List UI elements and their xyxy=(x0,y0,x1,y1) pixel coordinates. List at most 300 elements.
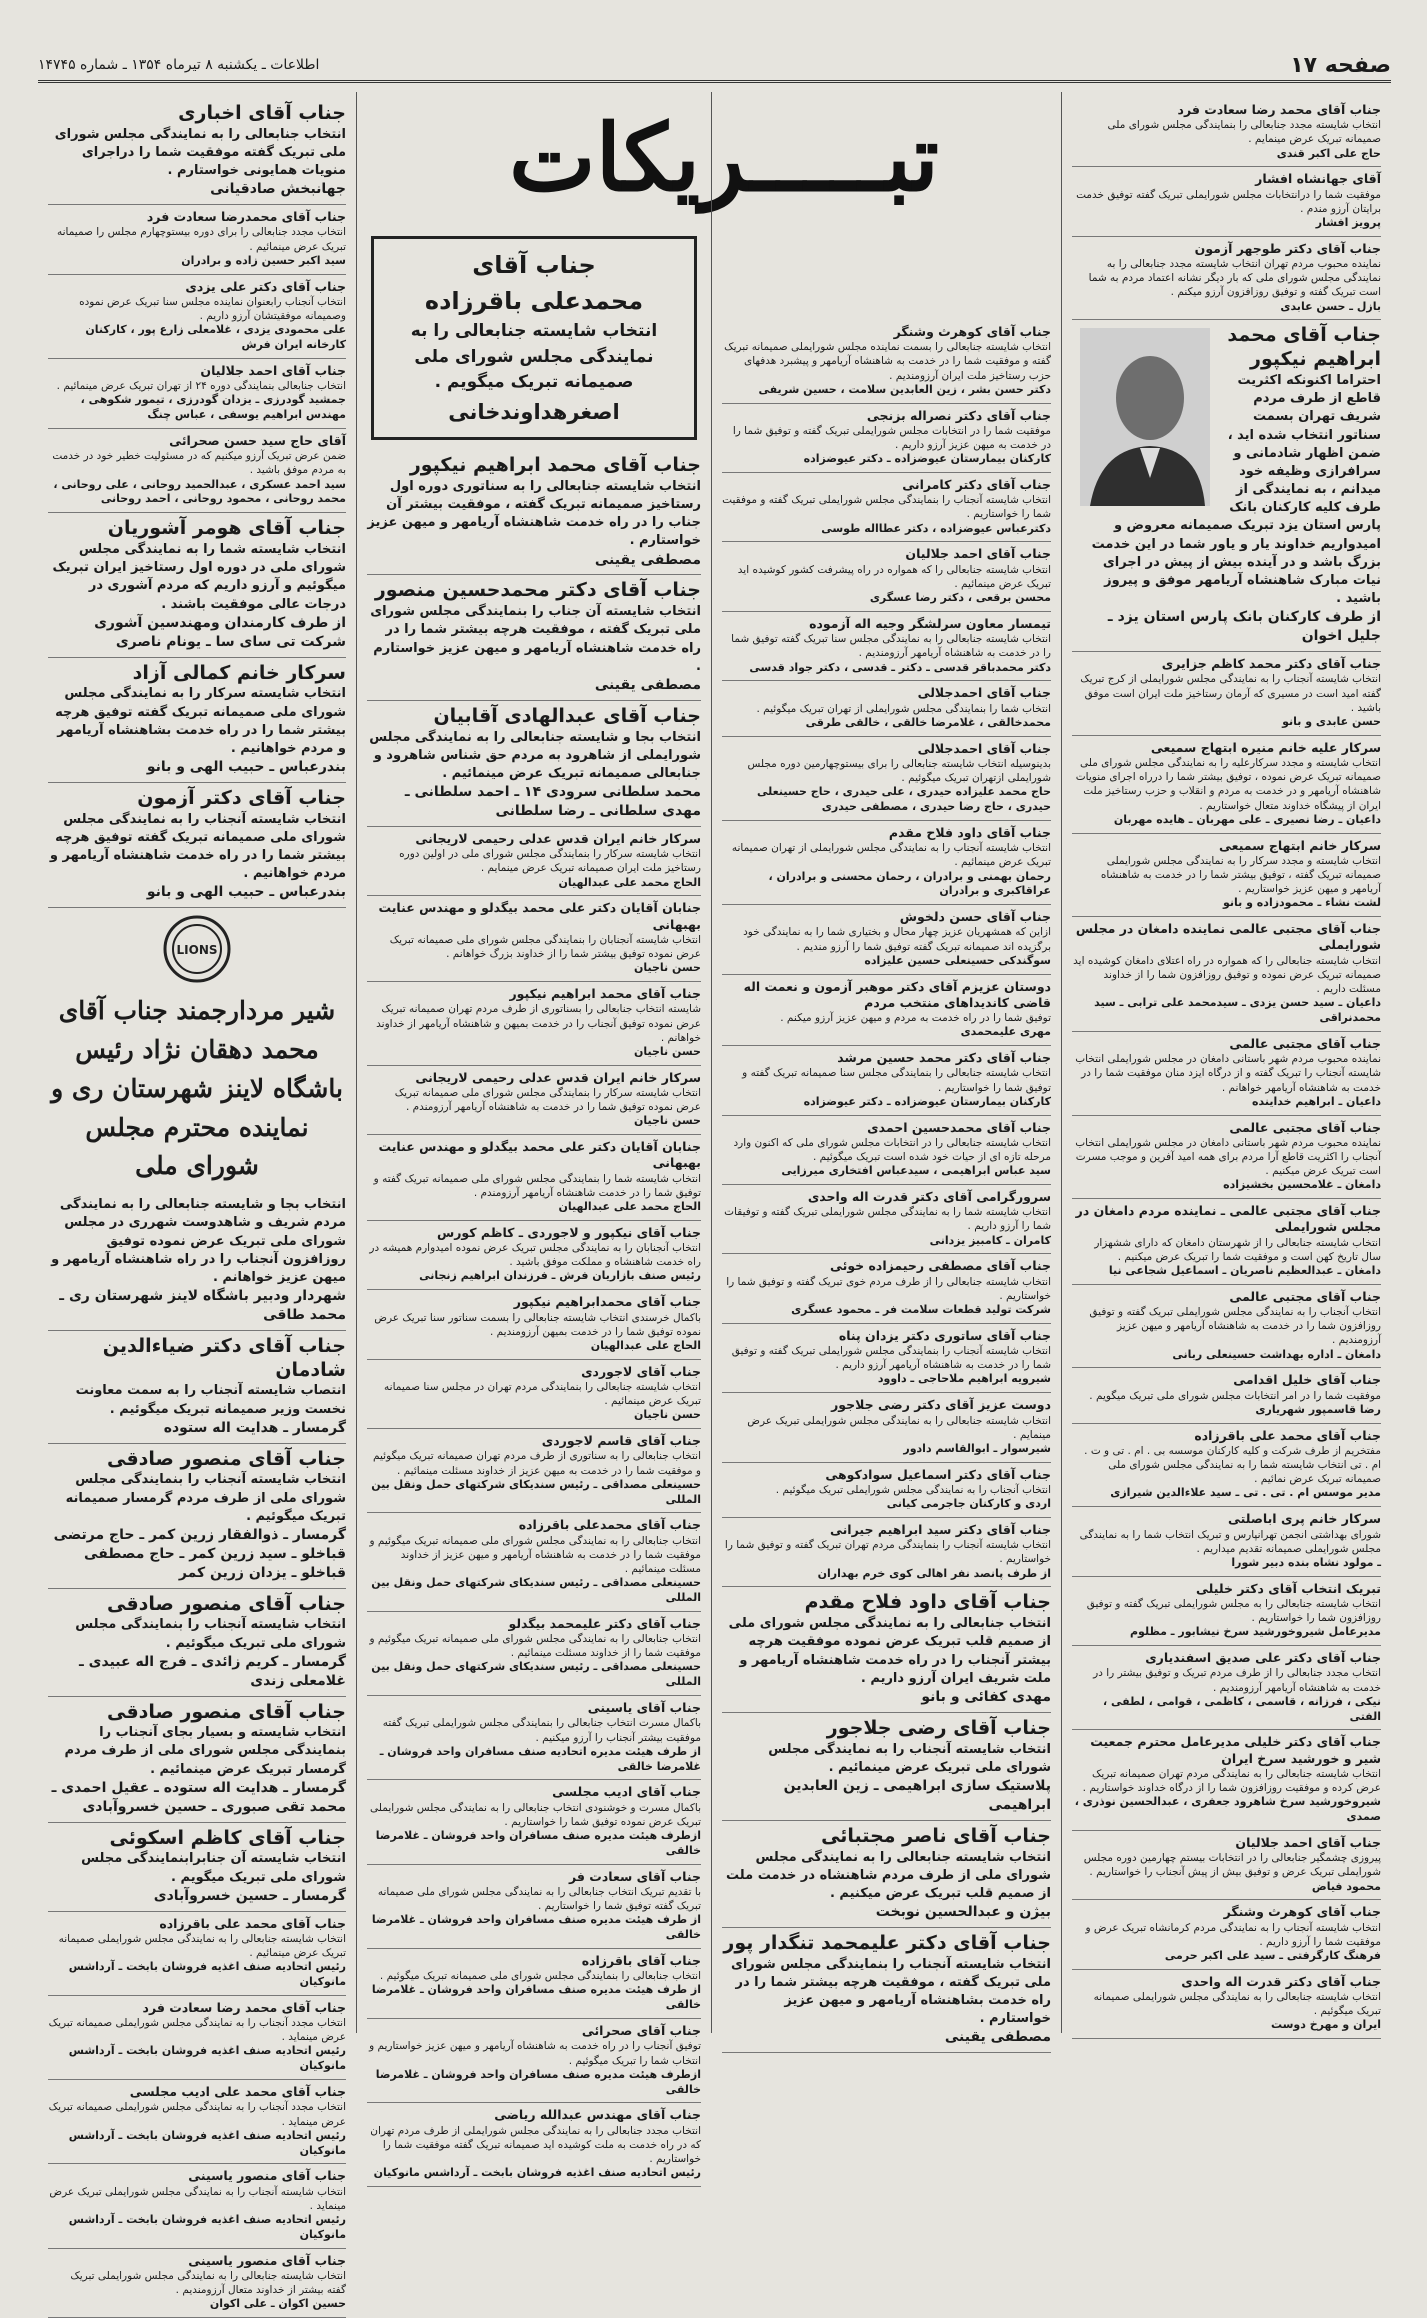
notice xyxy=(367,450,701,575)
notice xyxy=(48,658,346,783)
lions-headline: شیر مردارجمند جناب آقای محمد دهقان نژاد رئیس باشگاه لاینز شهرستان ری و نماینده محترم مجلس شورای ملی xyxy=(51,996,343,1181)
notice-heading: سرورگرامی آقای دکتر قدرت اله واحدی xyxy=(807,1189,1051,1205)
notice-heading: جناب آقای مجتبی عالمی xyxy=(1229,1119,1381,1135)
notice-heading: جناب آقای مجتبی عالمی نماینده دامغان در مجلس شورایملی xyxy=(1075,921,1381,953)
notice-body: انتخاب مجدد جنابعالی را به نمایندگی مجلس شورایملی از طرف مردم تهران که در راه خدمت به ملت کوشیده اید صمیمانه تبریک گفته موفقیت شما را خواستاریم . xyxy=(370,2124,701,2165)
portrait-photo xyxy=(1080,328,1210,506)
notice-heading: جناب آقای مهندس عبدالله ریاضی xyxy=(494,2107,701,2123)
notice-body: انتخاب جنابعالی را به سناتوری از طرف مردم تهران صمیمانه تبریک میگوئیم و موفقیت شما را در خدمت به میهن عزیز از خداوند مسئلت مینمائیم . xyxy=(373,1450,701,1477)
notice-heading: دوست عزیز آقای دکتر رضی جلاجور xyxy=(831,1397,1051,1413)
notice xyxy=(367,2103,701,2187)
notice-body: انتخاب شایسته جنابعالی را به نمایندگی مردم تهران صمیمانه تبریک عرض کرده و موفقیت روزافزون شما را از درگاه خداوند خواستاریم . xyxy=(1082,1767,1381,1795)
boxed-name: محمدعلی باقرزاده xyxy=(424,287,644,315)
notice xyxy=(722,1046,1051,1115)
notice-heading: آقای حاج سید حسن صحرائی xyxy=(169,433,346,449)
notice xyxy=(48,429,346,513)
notice-body: انتخاب آنجناب رابعنوان نماینده مجلس سنا تبریک عرض نموده وصمیمانه موفقیتشان آرزو داریم . xyxy=(79,295,346,323)
notice-body: انتخاب شایسته آنجناب را بنمایندگی مجلس شورایملی تبریک گفته و موفقیت شما را خواستاریم . xyxy=(722,494,1051,521)
notice xyxy=(367,1135,701,1221)
column-3 xyxy=(356,92,711,2180)
notice-heading: جناب آقای دکتر ضیاءالدین شادمان xyxy=(102,1334,346,1381)
notice-signature: دکتر محمدباقر قدسی ـ دکتر ـ قدسی ، دکتر جواد قدسی xyxy=(749,660,1051,674)
notice-body: انتخاب شایسته جنابعالی را به نمایندگی مجلس شورایملی صمیمانه تبریک عرض مینمائیم . xyxy=(58,1932,346,1960)
notice-heading: جناب آقای دکتر نصراله بزنجی xyxy=(866,407,1051,423)
notice-body: انتخاب جنابعالی را به نمایندگی مجلس شورای ملی از صمیم قلب تبریک عرض نموده موفقیت هرچه بیشتر آنجناب را در راه خدمت شاهنشاه آریامهر و ملت شریف ایران آرزو داریم . xyxy=(728,1616,1051,1686)
notice-signature: محسن برقعی ، دکتر رضا عسگری xyxy=(869,591,1051,605)
notice xyxy=(722,542,1051,611)
notice-signature: ازطرف هیئت مدیره صنف مسافران واحد فروشان ـ غلامرضا خالقی xyxy=(375,2067,701,2096)
notice-heading: جناب آقای مجتبی عالمی xyxy=(1229,1288,1381,1304)
notice xyxy=(1072,1900,1381,1969)
notice-body: انتخاب شایسته آن جنابرابنمایندگی مجلس شورای ملی تبریک میگویم . xyxy=(81,1851,346,1885)
notice-signature: حاج محمد علیزاده حیدری ، علی حیدری ، حاج حسینعلی حیدری ، حاج رضا حیدری ، مصطفی حیدری xyxy=(757,785,1051,814)
notice-signature: حسینعلی مصداقی ـ رئیس سندیکای شرکتهای حمل ونقل بین المللی xyxy=(371,1660,701,1689)
notice-body: انتخاب شایسته جنابعالی را به مجلس شورایملی تبریک گفته و توفیق روزافزون شما را خواستاریم . xyxy=(1086,1597,1381,1625)
notice xyxy=(48,275,346,359)
column-4 xyxy=(38,92,356,2311)
notice xyxy=(722,681,1051,736)
notice-heading: جناب آقای مجتبی عالمی xyxy=(1229,1035,1381,1051)
notice-body: نماینده محبوب مردم تهران انتخاب شایسته مجدد جنابعالی را به نمایندگی مجلس شورای ملی که بار دیگر نشانه اعتماد مردم به شما است تبریک گفته و توفیق روزافزون آرزو میکنم . xyxy=(1088,258,1381,299)
notice-signature: حسن ناجیان xyxy=(633,1114,701,1128)
notice xyxy=(367,896,701,982)
notice xyxy=(367,2019,701,2103)
boxed-heading: جناب آقای xyxy=(472,251,596,279)
notice-heading: جناب آقای محمد ابراهیم نیکپور xyxy=(409,454,701,477)
notice-body: انتخاب شما را بنمایندگی مجلس شورایملی از تهران تبریک میگوئیم . xyxy=(756,702,1051,715)
notice xyxy=(722,1587,1051,1712)
lions-notice xyxy=(48,1192,346,1331)
notice xyxy=(48,1996,346,2080)
notice xyxy=(48,1912,346,1996)
lions-logo-text: LIONS xyxy=(176,943,218,958)
notice-signature: از طرف هیئت مدیره اتحادیه صنف مسافران واحد فروشان ـ غلامرضا خالقی xyxy=(379,1744,701,1773)
notice-signature: فرهنگ کارگرفتی ـ سید علی اکبر حرمی xyxy=(1164,1949,1381,1963)
notice-heading: جناب آقای عبدالهادی آقابیان xyxy=(433,704,701,727)
notice-signature: لشت نشاء ـ محمودزاده و بانو xyxy=(1223,896,1381,910)
notice-body: انتخاب جنابعالی را بنمایندگی مجلس شورای ملی صمیمانه تبریک میگوئیم . xyxy=(379,1970,701,1983)
notice-heading: جناب آقای منصور صادقی xyxy=(106,1447,346,1470)
notice-heading: جناب آقای قاسم لاجوردی xyxy=(541,1433,701,1449)
notice-heading: جناب آقای صحرائی xyxy=(581,2023,701,2039)
notice xyxy=(722,1463,1051,1518)
notice-body: ازاین که همشهریان عزیز چهار محال و بختیاری شما را به نمایندگی خود برگزیده اند صمیمانه تبریک گفته توفیق شما را آرزو مندیم . xyxy=(743,926,1051,953)
notice-heading: جناب آقای ناصر مجتبائی xyxy=(821,1824,1051,1847)
notice xyxy=(1072,1199,1381,1285)
notice xyxy=(1072,917,1381,1032)
notice-signature: حاج علی اکبر قندی xyxy=(1276,146,1381,160)
notice-signature: شرکت تولید قطعات سلامت فر ـ محمود عسگری xyxy=(791,1303,1051,1317)
notice xyxy=(367,1290,701,1359)
notice-body: موفقیت شما را در انتخابات مجلس شورایملی تبریک گفته و توفیق شما را در خدمت به میهن عزیز آرزو داریم . xyxy=(732,424,1051,452)
notice-signature: رئیس اتحادیه صنف اغذیه فروشان بابخت ـ آرداشس مانوکیان xyxy=(68,1960,346,1989)
notice xyxy=(722,1713,1051,1821)
notice-body: نماینده محبوب مردم شهر باستانی دامغان در مجلس شورایملی انتخاب شایسته آنجناب را تبریک گفته و از درگاه ایزد منان موفقیت شما را در خدمت به شاهنشاه آریامهر خواهانم . xyxy=(1075,1053,1381,1094)
notice xyxy=(722,1116,1051,1185)
notice-heading: تبریک انتخاب آقای دکتر خلیلی xyxy=(1196,1580,1381,1596)
notice xyxy=(1072,1116,1381,1200)
notice-heading: جناب آقای حسن دلخوش xyxy=(899,909,1051,925)
notice xyxy=(1072,237,1381,321)
notice-signature: از طرف کارمندان ومهندسین آشوری شرکت تی سای سا ـ یونام ناصری xyxy=(94,614,346,650)
notice-heading: تیمسار معاون سرلشگر وجیه اله آزموده xyxy=(809,615,1051,631)
notice-heading: جناب آقای محمد رضا سعادت فرد xyxy=(142,1999,346,2015)
notice-body: انتخاب شایسته آنجناب را بنمایندگی مجلس شورایملی تبریک گفته و توفیق شما را در خدمت به شاهنشاه آریامهر آرزو داریم . xyxy=(731,1345,1051,1372)
notice-body: انتخاب شایسته آنجناب را به نمایندگی مجلس شورایملی از کرج تبریک گفته امید است در مسیری که آرمان رستاخیز ملت ایران است موفق باشید . xyxy=(1080,673,1381,714)
notice xyxy=(1072,1285,1381,1369)
notice-heading: جناب آقای لاجوردی xyxy=(581,1363,701,1379)
notice xyxy=(367,1612,701,1696)
notice xyxy=(722,473,1051,542)
notice-heading: جناب آقای احمد جلالیان xyxy=(1235,1834,1381,1850)
notice-heading: جناب آقای دکتر قدرت اله واحدی xyxy=(1181,1973,1381,1989)
notice-signature: از طرف کارکنان بانک پارس استان یزد ـ جلیل اخوان xyxy=(1107,609,1381,645)
notice-heading: جناب آقای احمد جلالیان xyxy=(905,546,1051,562)
notice-body: مفتخریم از طرف شرکت و کلیه کارکنان موسسه بی . ام . تی و ت . ام . تی انتخاب شایسته شما را به نمایندگی مجلس شورای ملی صمیمانه تبریک عرض نمائیم . xyxy=(1084,1444,1381,1486)
notice-heading: جناب آقای دکتر علی یزدی xyxy=(185,278,346,294)
boxed-body: انتخاب شایسته جنابعالی را به نمایندگی مجلس شورای ملی صمیمانه تبریک میگویم . xyxy=(410,321,658,392)
notice xyxy=(48,359,346,429)
notice-heading: جناب آقای دکتر علیمحمد تنگدار پور xyxy=(723,1931,1051,1954)
notice-signature: داعیان ـ رضا نصیری ـ علی مهربان ـ هایده مهربان xyxy=(1113,812,1381,826)
column-2 xyxy=(711,92,1061,2046)
notice xyxy=(1072,1368,1381,1423)
notice-heading: جناب آقای دکتر محمد حسین مرشد xyxy=(837,1050,1051,1066)
notice-heading: جنابان آقایان دکتر علی محمد بیگدلو و مهندس عنایت بهبهانی xyxy=(378,1139,701,1171)
notice-signature: مدیرعامل شیروخورشید سرخ نیشابور ـ مظلوم xyxy=(1130,1625,1381,1639)
notice-body: انتخاب شایسته جنابعالی را به سناتوری دوره اول رستاخیز صمیمانه تبریک گفته ، موفقیت بیشتر آن جناب را در راه خدمت شاهنشاه آریامهر و میهن عزیز خواستارم . xyxy=(367,478,701,549)
notice-heading: جناب آقای دکتر آزمون xyxy=(137,786,346,809)
notice-body: انتخاب شایسته جنابعالی را از شهرستان دامغان که دارای ششهزار سال تاریخ کهن است و موفقیت شما را تبریک عرض میکنیم . xyxy=(1094,1236,1381,1263)
lions-club-logo xyxy=(162,914,232,984)
notice xyxy=(367,1429,701,1513)
notice-body: انتخاب شایسته و مجدد سرکار را به نمایندگی مجلس شورایملی صمیمانه تبریک گفته ، توفیق بیشتر شما را در خدمت به شاهنشاه آریامهر و میهن عزیز خواستاریم . xyxy=(1100,854,1381,896)
notice-body: انتخاب مجدد جنابعالی را برای دوره بیستوچهارم مجلس را صمیمانه تبریک عرض مینمائیم . xyxy=(56,226,346,253)
notice xyxy=(48,2164,346,2248)
notice-body: انتخاب مجدد آنجناب را به نمایندگی مجلس شورایملی صمیمانه تبریک عرض مینماید . xyxy=(48,2017,346,2044)
notice-body: انتخاب شایسته جنابعالی را به نمایندگی مجلس شورایملی تبریک عرض مینمایم . xyxy=(747,1414,1051,1441)
notice-signature: محمد سلطانی سرودی ۱۴ ـ احمد سلطانی ـ مهدی سلطانی ـ رضا سلطانی xyxy=(404,784,701,820)
notice xyxy=(1072,320,1381,652)
notice-signature: دامغان ـ غلامحسین بخشیزاده xyxy=(1223,1178,1381,1192)
notice xyxy=(722,1821,1051,1928)
masthead xyxy=(38,50,1391,83)
notice-heading: جناب آقای محمد علی باقرزاده xyxy=(1194,1427,1381,1443)
notice-body: انتخاب شایسته آنجناب را به نمایندگی مردم کرمانشاه تبریک عرض و موفقیت شما را آرزو داریم . xyxy=(1085,1921,1381,1948)
notice-signature: نیکی ، فرزانه ، قاسمی ، کاظمی ، قوامی ، لطفی ، الفتی xyxy=(1102,1694,1381,1723)
notice xyxy=(722,320,1051,404)
columns xyxy=(38,92,1391,2311)
notice-signature: مدیر موسس ام . تی . تی ـ سید علاءالدین شیرازی xyxy=(1110,1486,1381,1500)
notice-heading: جناب آقای محمد ابراهیم نیکپور xyxy=(509,986,701,1002)
notice-heading: جناب آقای محمد علی باقرزاده xyxy=(159,1915,346,1931)
notice-body: موفقیت شما را در امر انتخابات مجلس شورای ملی تبریک میگویم . xyxy=(1089,1389,1381,1402)
notice-signature: رضا قاسمپور شهریاری xyxy=(1255,1402,1381,1416)
notice-heading: جناب آقای محمدرضا سعادت فرد xyxy=(146,209,346,225)
notice-body: انتخاب شایسته و مجدد سرکارعلیه را به نمایندگی مجلس شورای ملی صمیمانه تبریک عرض نموده ، توفیق بیشتر شما را درراه اجرای منویات شاهنشاه آریامهر و در خدمت به مردم و انقلاب و حزب رستاخیز ملت ایران از پیشگاه خداوند متعال خواستاریم . xyxy=(1075,757,1381,812)
notice-signature: حسن ناجیان xyxy=(633,1044,701,1058)
notice-heading: جناب آقای اخباری xyxy=(178,102,346,124)
notice-signature: گرمسار ـ هدایت اله ستوده ـ عقیل احمدی ـ محمد تقی صبوری ـ حسین خسروآبادی xyxy=(51,1779,346,1815)
notice-body: انتخاب آنجنابان را به نمایندگی مجلس تبریک عرض نموده امیدوارم همیشه در راه خدمت شاهنشاه و مملکت موفق باشید . xyxy=(369,1242,701,1269)
notice-signature: دامغان ـ عبدالعظیم ناصریان ـ اسماعیل شجاعی نیا xyxy=(1108,1263,1381,1277)
notice-heading: جناب آقای مجتبی عالمی ـ نماینده مردم دامغان در مجلس شورایملی xyxy=(1075,1203,1381,1235)
notice-body: انتخاب شایسته جنابعالی را به نمایندگی مجلس شورایملی صمیمانه تبریک میگوئیم . xyxy=(1093,1991,1381,2018)
notice-heading: جناب آقای محمد ابراهیم نیکپور xyxy=(1227,324,1381,371)
notice-body: انتخاب جنابعالی را به نمایندگی مجلس شورای ملی تبریک گفته موفقیت شما را دراجرای منویات همایونی خواستارم . xyxy=(54,126,346,179)
notice-signature: مصطفی یقینی xyxy=(594,676,701,693)
notice-heading: جناب آقای دکتر محمدحسین منصور xyxy=(374,579,701,602)
notice-body: انتخاب شایسته و بسیار بجای آنجناب را بنمایندگی مجلس شورای ملی از طرف مردم گرمسار تبریک عرض مینمائیم . xyxy=(64,1725,346,1777)
notice-signature: حسینعلی مصداقی ـ رئیس سندیکای شرکتهای حمل ونقل بین المللی xyxy=(371,1576,701,1605)
notice-body: انتخاب شایسته آنجناب را به نمایندگی مجلس شورای ملی صمیمانه تبریک گفته توفیق هرچه بیشتر شما را در راه خدمت شاهنشاه آریامهر و مردم خواهانیم . xyxy=(49,811,346,882)
notice xyxy=(722,1928,1051,2053)
notice xyxy=(722,905,1051,974)
notice-signature: اردی و کارکنان جاجرمی کیانی xyxy=(886,1497,1051,1511)
notice-body: توفیق شما را در راه خدمت به مردم و میهن عزیز آرزو میکنم . xyxy=(780,1012,1051,1025)
notice xyxy=(367,1066,701,1135)
notice-signature: حسینعلی مصداقی ـ رئیس سندیکای شرکتهای حمل ونقل بین المللی xyxy=(371,1477,701,1506)
notice-body: انتخاب شایسته سرکار را بنمایندگی مجلس شورای ملی صمیمانه تبریک عرض نموده توفیق شما را در خدمت به شاهنشاه آریامهر آرزومندم . xyxy=(394,1086,701,1114)
notice-body: انتخاب شایسته جنابعالی را به نمایندگی مجلس شورایملی تبریک گفته بیشتر از خداوند متعال آرزومندیم . xyxy=(70,2269,346,2297)
notice-signature: بندرعباس ـ حبیب الهی و بانو xyxy=(146,759,346,776)
notice-body: توفیق آنجناب را در راه خدمت به شاهنشاه آریامهر و میهن عزیز خواستاریم و انتخاب شما را تبریک میگوئیم . xyxy=(369,2040,701,2067)
notice xyxy=(367,1221,701,1290)
notice-signature: بندرعباس ـ حبیب الهی و بانو xyxy=(146,884,346,901)
notice-heading: جناب آقای محمد علی ادیب مجلسی xyxy=(129,2084,346,2100)
notice-heading: جناب آقای دکتر اسماعیل سوادکوهی xyxy=(825,1466,1051,1482)
notice xyxy=(1072,167,1381,236)
notice-heading: سرکار خانم کمالی آزاد xyxy=(132,661,346,684)
notice-signature: ـ مولود نشاه بنده دبیر شورا xyxy=(1231,1555,1381,1569)
notice-heading: سرکار خانم ابتهاج سمیعی xyxy=(1219,837,1381,853)
notice-body: نماینده محبوب مردم شهر باستانی دامغان در مجلس شورایملی انتخاب آنجناب را اکثریت قاطع آرا مردم برای همه امید آفرین و موجب مسرت است تبریک عرض میکنیم . xyxy=(1075,1136,1381,1178)
notice xyxy=(48,2080,346,2164)
notice-signature: جهانبخش صادقیانی xyxy=(210,181,346,198)
notice-heading: جناب آقای خلیل اقدامی xyxy=(1233,1372,1381,1388)
notice-body: انتخاب مجدد جنابعالی را از طرف مردم تبریک و توفیق بیشتر را در خدمت به شاهنشاه آریامهر آرزومندیم . xyxy=(1093,1667,1381,1694)
notice-body: احتراما اکنونکه اکثریت قاطع از طرف مردم شریف تهران بسمت سناتور انتخاب شده اید ، ضمن اظهار شادمانی و سرافرازی وظیفه خود میدانم ، به نمایندگی از طرف کلیه کارکنان بانک پارس استان یزد تبریک صمیمانه معروض و امیدواریم خداوند یار و یاور شما در این خدمت بزرگ باشد و در آینده بیش از پیش در اجرای نیات مبارک شاهنشاه آریامهر موفق و پیروز باشید . xyxy=(1091,372,1381,607)
notice-signature: شیروخورشید سرخ شاهرود جعفری ، عبدالحسین نوذری ، صمدی xyxy=(1074,1795,1381,1824)
notice-heading: آقای جهانشاه افشار xyxy=(1255,171,1381,187)
notice-heading: جناب آقای احمد جلالیان xyxy=(200,362,346,378)
notice-signature: بیژن و عبدالحسین نوبخت xyxy=(875,1904,1051,1921)
notice-signature: حسن عابدی و بانو xyxy=(1282,714,1381,728)
notice xyxy=(1072,98,1381,167)
notice-body: انتخاب شایسته آنجناب را بنمایندگی مجلس شورای ملی از طرف مردم گرمسار صمیمانه تبریک میگوئیم . xyxy=(65,1472,346,1524)
notice-heading: جناب آقای کاظم اسکوئی xyxy=(109,1826,346,1849)
notice-signature: پرویز افشار xyxy=(1315,216,1381,230)
notice xyxy=(1072,1730,1381,1831)
notice-signature: رئیس اتحادیه صنف اغذیه فروشان بابخت ـ آرداشس مانوکیان xyxy=(68,2044,346,2073)
notice-body: باکمال مسرت انتخاب جنابعالی را بنمایندگی مجلس شورایملی تبریک گفته موفقیت بیشتر آنجناب را آرزو میکنیم . xyxy=(382,1717,701,1744)
notice-signature: ایران و مهرخ دوست xyxy=(1270,2018,1381,2032)
notice-body: باکمال مسرت و خوشنودی انتخاب جنابعالی را به نمایندگی مجلس شورایملی تبریک عرض نموده توفیق شما را خواستاریم . xyxy=(370,1801,701,1828)
notice-body: انتخاب شایسته جنابعالی را در انتخابات مجلس شورای ملی که اکنون وارد مرحله تازه ای از حیات خود شده است تبریک میگوئیم . xyxy=(733,1136,1051,1163)
headline-text: تبـــــریکات xyxy=(509,104,939,212)
notice-body: انتخاب شایسته آنجنابان را بنمایندگی مجلس شورای ملی صمیمانه تبریک عرض نموده توفیق بیشتر شما را از خداوند بزرگ خواهانم . xyxy=(389,933,701,961)
notice-body: باکمال خرسندی انتخاب شایسته جنابعالی را بسمت سناتور سنا تبریک عرض نموده توفیق شما را در خدمت بمیهن آرزومندیم . xyxy=(374,1311,701,1338)
notice-heading: جناب آقای دکتر علیمحمد بیگدلو xyxy=(508,1615,701,1631)
notice-heading: جناب آقای یاسینی xyxy=(587,1700,701,1716)
notice-body: انتخاب آنجناب را به نمایندگی مجلس شورایملی تبریک میگوئیم . xyxy=(775,1484,1051,1497)
notice xyxy=(722,737,1051,821)
notice-body: با تقدیم تبریک انتخاب جنابعالی را به نمایندگی مجلس شورای ملی صمیمانه تبریک گفته توفیق شما را خواستاریم . xyxy=(377,1885,701,1913)
notice xyxy=(367,701,701,827)
notice-signature: گرمسار ـ هدایت اله ستوده xyxy=(163,1419,346,1436)
notice-signature: مهدی کفائی و بانو xyxy=(921,1688,1051,1705)
notice-heading: جناب آقای نیکپور و لاجوردی ـ کاظم کورس xyxy=(436,1224,701,1240)
notice-signature: کارکنان بیمارستان عیوضزاده ـ دکتر عیوضزاده xyxy=(803,1094,1051,1108)
notice-heading: جناب آقای هومر آشوریان xyxy=(107,517,346,540)
notice xyxy=(1072,1831,1381,1900)
notice-body: انتخاب شایسته آنجناب را بنمایندگی مجلس شورای ملی تبریک گفته ، موفقیت هرچه بیشتر شما را در راه خدمت بشاهنشاه آریامهر و میهن عزیز خواستارم . xyxy=(730,1956,1051,2027)
notice xyxy=(1072,834,1381,918)
notice-signature: رئیس اتحادیه صنف اغذیه فروشان بابخت ـ آرداشس مانوکیان xyxy=(373,2166,701,2180)
notice-body: انتخاب شایسته آنجناب را به نمایندگی مجلس شورایملی از تهران صمیمانه تبریک عرض مینمائیم . xyxy=(731,842,1051,869)
notice-heading: جناب آقای دکتر سید ابراهیم جیرانی xyxy=(829,1522,1051,1538)
notice-heading: جناب آقای ادیب مجلسی xyxy=(552,1784,701,1800)
notice xyxy=(48,1823,346,1912)
notice-signature: رئیس صنف بازاریان فرش ـ فرزندان ابراهیم زنجانی xyxy=(419,1269,701,1283)
notice-signature: داعیان ـ سید حسن یزدی ـ سیدمحمد علی ترابی ـ سید محمدنراقی xyxy=(1094,996,1381,1025)
notice xyxy=(367,1780,701,1864)
notice-signature: مصطفی یقینی xyxy=(594,551,701,568)
notice-heading: جناب آقای احمدجلالی xyxy=(917,685,1051,701)
notice-body: انتخاب شایسته جنابعالی را بنمایندگی مجلس سنا صمیمانه تبریک گفته و توفیق شما را خواستاریم . xyxy=(742,1067,1051,1094)
notice-heading: جناب آقای دکتر خلیلی مدیرعامل محترم جمعیت شیر و خورشید سرخ ایران xyxy=(1090,1734,1381,1766)
notice-heading: جناب آقای داود فلاح مقدم xyxy=(804,1591,1051,1614)
notice-signature: جمشید گودرزی ـ یزدان گودرزی ، تیمور شکوهی ، مهندس ابراهیم یوسفی ، عباس چنگ xyxy=(80,393,346,422)
notice-body: شایسته انتخاب جنابعالی را بسناتوری از طرف مردم تهران صمیمانه تبریک عرض نموده توفیق آنجناب را در خدمت بمیهن و شاهنشاه آریامهر از خداوند خواهانم . xyxy=(376,1003,701,1044)
notice-signature: کامران ـ کامبیز یزدانی xyxy=(929,1233,1051,1247)
notice xyxy=(722,821,1051,905)
notice-heading: جناب آقای محمدابراهیم نیکپور xyxy=(513,1294,701,1310)
notice-signature: شیرویه ابراهیم ملاحاجی ـ داوود xyxy=(877,1372,1051,1386)
notice-signature: حسین اکوان ـ علی اکوان xyxy=(209,2297,346,2311)
notice-signature: شیرسوار ـ ابوالقاسم دادور xyxy=(903,1441,1051,1455)
headline-spacer xyxy=(722,98,1051,320)
notice-signature: ازطرف هیئت مدیره صنف مسافران واحد فروشان ـ غلامرضا خالقی xyxy=(375,1829,701,1857)
notice-signature: رئیس اتحادیه صنف اغذیه فروشان بابخت ـ آرداشس مانوکیان xyxy=(68,2128,346,2157)
notice-body: انتخاب شایسته جنابعالی را به نمایندگی مجلس شورای ملی از طرف مردم شاهنشاه در خدمت ملت از صمیم قلب تبریک عرض میکنیم . xyxy=(726,1849,1051,1901)
notice-heading: سرکار خانم ایران قدس عدلی رحیمی لاریجانی xyxy=(415,830,701,846)
notice-signature: سید اکبر حسین زاده و برادران xyxy=(181,253,346,267)
notice-signature: از طرف پانصد نفر اهالی کوی خرم بهداران xyxy=(817,1566,1051,1580)
notice-signature: الحاج علی عبدالهیان xyxy=(590,1338,701,1352)
lions-signature: شهردار ودبیر باشگاه لاینز شهرستان ری ـ محمد طاقی xyxy=(59,1288,346,1323)
issue-info: اطلاعات ـ یکشنبه ۸ تیرماه ۱۳۵۴ ـ شماره ۱۴۷۴۵ xyxy=(38,57,320,73)
notice-body: انتخاب شایسته جنابعالی را به نمایندگی مجلس سنا تبریک گفته توفیق شما را در خدمت به شاهنشاه آریامهر آرزومندیم . xyxy=(731,633,1051,660)
notice-body: انتخاب شایسته جنابعالی را بسمت نماینده مجلس شورایملی صمیمانه تبریک گفته و موفقیت شما را در خدمت به شاهنشاه آریامهر و پیشبرد هدفهای حزب رستاخیز ملت ایران آرزومندیم . xyxy=(724,341,1051,382)
notice-body: انتخاب شایسته آنجناب را به نمایندگی مجلس شورای ملی تبریک عرض مینمائیم . xyxy=(768,1741,1051,1775)
notice-body: انتخاب شایسته جنابعالی را از طرف مردم خوی تبریک گفته و توفیق شما را خواستاریم . xyxy=(726,1275,1051,1302)
notice-body: انتخاب آنجناب را به نمایندگی مجلس شورایملی تبریک گفته و توفیق روزافزون شما را در خدمت به شاهنشاه آریامهر و میهن عزیز آرزومندیم . xyxy=(1089,1306,1381,1347)
notice-body: انتخاب شایسته جنابعالی را که همواره در راه اعتلای دامغان کوشیده اید صمیمانه تبریک عرض نموده و توفیق روزافزون شما را از خداوند مسئلت داریم . xyxy=(1073,954,1381,996)
notice xyxy=(48,783,346,908)
notice-body: انتخاب شایسته سرکار را بنمایندگی مجلس شورای ملی در اولین دوره رستاخیز ملت ایران صمیمانه تبریک عرض مینمایم . xyxy=(399,848,701,875)
notice xyxy=(367,1513,701,1611)
notice xyxy=(1072,1424,1381,1508)
notice-heading: جناب آقای دکتر علی صدیق اسفندیاری xyxy=(1145,1650,1381,1666)
notice-heading: جناب آقای منصور صادقی xyxy=(106,1592,346,1615)
notice xyxy=(367,1696,701,1780)
notice-signature: سوگندکی حسینعلی حسین علیزاده xyxy=(864,953,1051,967)
notice-body: انتخاب بجا و شایسته جنابعالی را به نمایندگی مجلس شورایملی از شاهرود به مردم حق شناس شاهرود و جنابعالی صمیمانه تبریک عرض مینمائیم . xyxy=(369,729,701,781)
notice-signature: مهری علیمحمدی xyxy=(960,1025,1051,1039)
notice-signature: حسن ناجیان xyxy=(633,1408,701,1422)
notice-heading: جناب آقای محمدعلی باقرزاده xyxy=(518,1517,701,1533)
notice-heading: جناب آقای رضی جلاجور xyxy=(826,1716,1051,1739)
notice xyxy=(367,982,701,1066)
notice xyxy=(1072,736,1381,834)
notice xyxy=(367,1949,701,2019)
notice-heading: جناب آقای احمدجلالی xyxy=(917,740,1051,756)
notice-signature: رئیس اتحادیه صنف اغذیه فروشان بابخت ـ آرداشس مانوکیان xyxy=(68,2213,346,2241)
notice xyxy=(48,1589,346,1697)
notice-body: شورای بهداشتی انجمن تهرانپارس و تبریک انتخاب شما را به نمایندگی مجلس شورایملی صمیمانه تقدیم میداریم . xyxy=(1079,1528,1381,1555)
notice xyxy=(48,98,346,205)
notice-signature: علی محمودی یزدی ، غلامعلی زارع پور ، کارکنان کارخانه ایران فرش xyxy=(85,323,346,352)
notice-body: انتخاب جنابعالی بنمایندگی دوره ۲۴ از تهران تبریک عرض مینمائیم . xyxy=(56,380,346,393)
notice-heading: جناب آقای دکتر طوجهر آزمون xyxy=(1194,240,1381,256)
notice-body: انتخاب شایسته جنابعالی را بنمایندگی مردم تهران در مجلس سنا صمیمانه تبریک عرض مینمائیم . xyxy=(384,1380,701,1408)
notice-body: انتخاب شایسته آن جناب را بنمایندگی مجلس شورای ملی تبریک گفته ، موفقیت هرچه بیشتر شما را در راه خدمت شاهنشاه آریامهر و میهن عزیز خواستارم . xyxy=(370,604,701,674)
notice xyxy=(48,205,346,274)
notice-body: پیروزی چشمگیر جنابعالی را در انتخابات بیستم چهارمین دوره مجلس شورایملی تبریک عرض و توفیق بیش از پیش آنجناب را خواستاریم . xyxy=(1083,1852,1381,1879)
notice-signature: رحمان بهمنی و برادران ، رحمان محسنی و برادران ، عراقاکبری و برادران xyxy=(768,869,1051,898)
notice xyxy=(1072,1646,1381,1730)
notice-heading: جناب آقای دکتر کامرانی xyxy=(902,477,1051,493)
notice xyxy=(722,612,1051,681)
notice-signature: بازل ـ حسن عابدی xyxy=(1280,299,1381,313)
notice-body: انتخاب شایسته مجدد جنابعالی را بنمایندگی مجلس شورای ملی صمیمانه تبریک عرض مینمایم . xyxy=(1107,119,1381,146)
notice-signature: از طرف هیئت مدیره صنف مسافران واحد فروشان ـ غلامرضا خالقی xyxy=(371,1983,701,2012)
boxed-notice xyxy=(371,236,697,440)
notice xyxy=(367,827,701,896)
notice-heading: جناب آقای ساتوری دکتر یزدان پناه xyxy=(838,1327,1051,1343)
notice xyxy=(722,1324,1051,1393)
notice-body: بدینوسیله انتخاب شایسته جنابعالی را برای بیستوچهارمین دوره مجلس شورایملی ازتهران تبریک میگوئیم . xyxy=(747,757,1051,785)
notice-body: انتخاب شایسته شما را بنمایندگی مجلس شورای ملی صمیمانه تبریک گفته و توفیق شما را در خدمت شاهنشاه آریامهر آرزومندم . xyxy=(373,1172,701,1199)
notice-signature: الحاج محمد علی عبدالهیان xyxy=(558,1199,701,1213)
notice xyxy=(722,1185,1051,1254)
notice xyxy=(48,2249,346,2318)
notice-heading: دوستان عزیزم آقای دکتر موهبر آزمون و نعمت اله قاضی کاندیداهای منتخب مردم xyxy=(743,978,1051,1010)
notice-signature: دامغان ـ اداره بهداشت حسینعلی ربانی xyxy=(1172,1347,1381,1361)
notice-heading: جناب آقای منصور صادقی xyxy=(106,1700,346,1723)
notice-body: انتخاب مجدد آنجناب را به نمایندگی مجلس شورایملی صمیمانه تبریک عرض مینماید . xyxy=(48,2101,346,2128)
notice-signature: گرمسار ـ ذوالفقار زرین کمر ـ حاج مرتضی قباخلو ـ سید زرین کمر ـ حاج مصطفی قباخلو ـ یزدان زرین کمر xyxy=(53,1526,346,1581)
notice xyxy=(367,1865,701,1949)
notice-body: انتخاب شایسته آنجناب را بنمایندگی مردم تهران تبریک گفته و توفیق شما را خواستاریم . xyxy=(724,1539,1051,1566)
notice-heading: جناب آقای دکتر محمد کاظم جزایری xyxy=(1161,656,1381,672)
notice-heading: جناب آقای محمدحسین احمدی xyxy=(867,1119,1051,1135)
notice xyxy=(722,975,1051,1047)
notice-body: انتخاب جنابعالی را به نمایندگی مجلس شورای ملی صمیمانه تبریک میگوئیم و موفقیت شما را از خداوند مسئلت مینمائیم . xyxy=(369,1633,701,1660)
notice-signature: محمود فیاض xyxy=(1311,1879,1381,1893)
notice-heading: جناب آقای محمد رضا سعادت فرد xyxy=(1177,102,1381,117)
notice xyxy=(722,1518,1051,1587)
notice-heading: جناب آقای باقرزاده xyxy=(581,1953,701,1968)
notice-body: ضمن عرض تبریک آرزو میکنیم که در مسئولیت خطیر خود در خدمت به مردم موفق باشید . xyxy=(52,450,346,477)
notice-signature: دکترعباس عیوضزاده ، دکتر عطااله طوسی xyxy=(821,521,1051,535)
notice-heading: جناب آقای سعادت فر xyxy=(568,1868,701,1884)
notice xyxy=(1072,1970,1381,2039)
notice xyxy=(1072,1507,1381,1576)
notice-body: انتخاب شایسته آنجناب را بنمایندگی مجلس شورای ملی تبریک میگوئیم . xyxy=(75,1617,346,1651)
page-number: صفحه ۱۷ xyxy=(1290,52,1391,78)
